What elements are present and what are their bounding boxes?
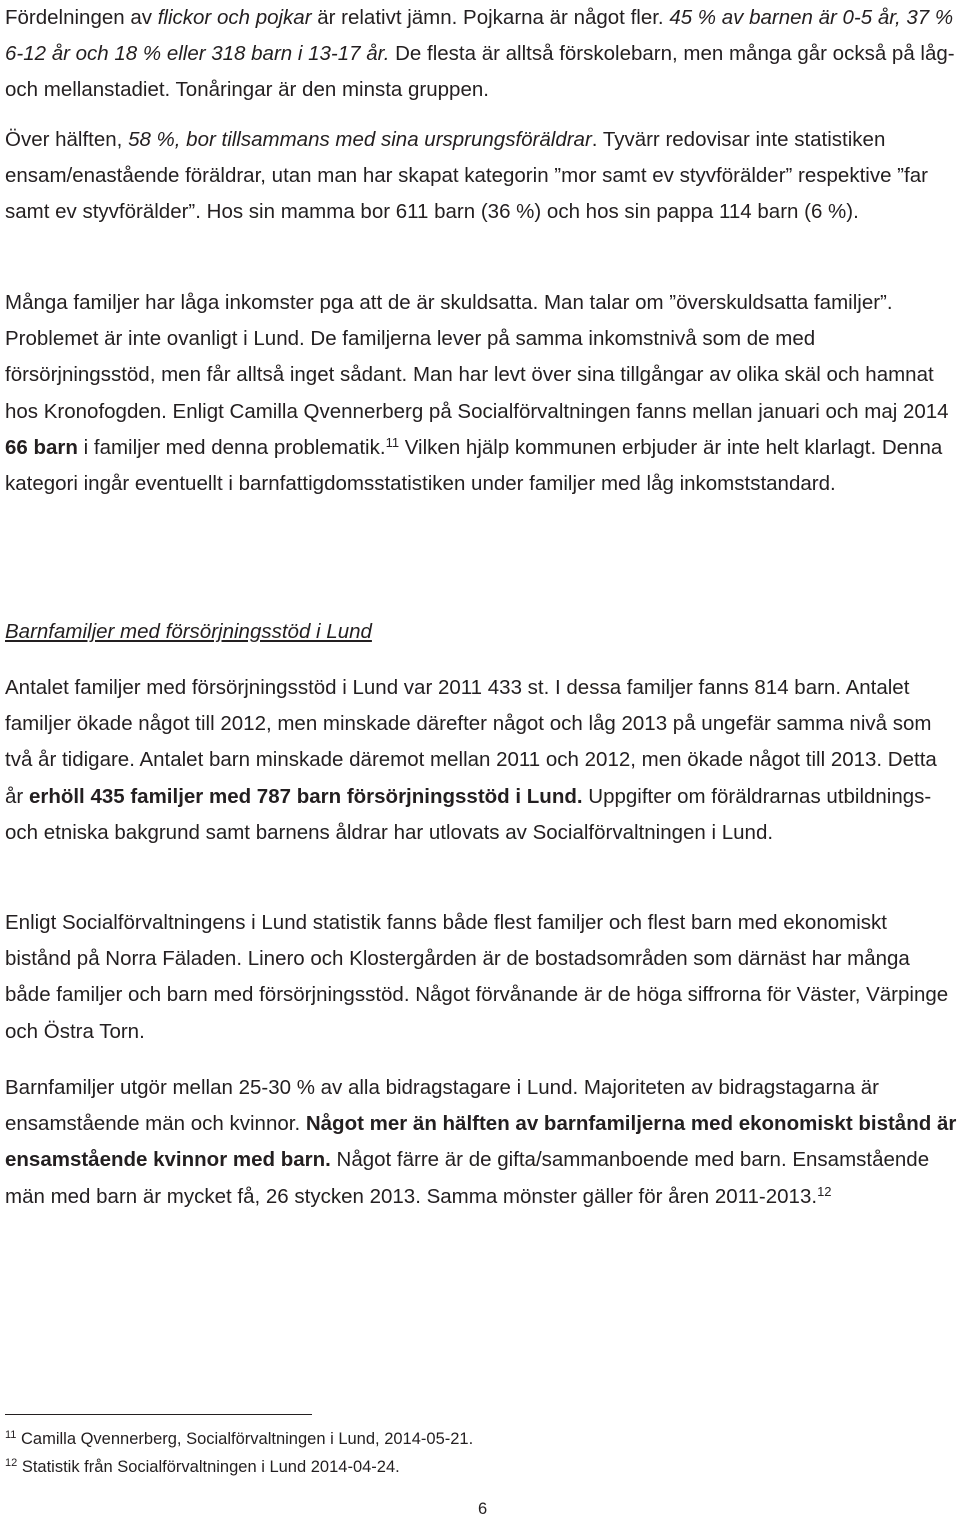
page-number: 6 — [478, 1500, 488, 1518]
paragraph-recipients: Barnfamiljer utgör mellan 25-30 % av alla bidragstagare i Lund. Majoriteten av bidragstagarna är ensamstående män och kvinnor. Något mer än hälften av barnfamiljerna med ekonomiskt bistånd är ensamstående kvinnor med barn. Något färre är de gifta/sammanboende med barn. Ensamstående män med barn är mycket få, 26 stycken 2013. Samma mönster gäller för åren 2011-2013.12 — [5, 1076, 957, 1208]
paragraph-living-situation: Över hälften, 58 %, bor tillsammans med sina ursprungsföräldrar. Tyvärr redovisar inte statistiken ensam/enastående föräldrar, utan man har skapat kategorin ”mor samt ev styvförälder” respektive ”far samt ev styvförälder”. Hos sin mamma bor 611 barn (36 %) och hos sin pappa 114 barn (6 %). — [5, 128, 928, 224]
footnote-number: 12 — [5, 1457, 18, 1469]
paragraph-overindebted-families: Många familjer har låga inkomster pga att de är skuldsatta. Man talar om ”överskuldsatta familjer”. Problemet är inte ovanligt i Lund. De familjerna lever på samma inkomstnivå som de med försörjningsstöd, men får alltså inget sådant. Man har levt över sina tillgångar av olika skäl och hamnat hos Kronofogden. Enligt Camilla Qvennerberg på Socialförvaltningen fanns mellan januari och maj 2014 66 barn i familjer med denna problematik.$^{11}$ Vilken hjälp kommunen erbjuder är inte helt klarlagt. Denna kategori ingår eventuellt i barnfattigdomsstatistiken under familjer med låg inkomststandard. — [5, 291, 949, 496]
section-heading: Barnfamiljer med försörjningsstöd i Lund — [5, 620, 372, 643]
emphasis-435-families: erhöll 435 familjer med 787 barn försörjningsstöd i Lund. — [28, 784, 583, 808]
footnote-text: Camilla Qvennerberg, Socialförvaltningen i Lund, 2014-05-21. — [16, 1430, 474, 1448]
emphasis-66-children: 66 barn — [5, 435, 78, 459]
footnote-12 — [5, 1453, 473, 1481]
footnote-ref-12[interactable]: 12 — [817, 1183, 832, 1199]
paragraph-families-with-support: Antalet familjer med försörjningsstöd i Lund var 2011 433 st. I dessa familjer fanns 814 barn. Antalet familjer ökade något till 2012, men minskade därefter något och låg 2013 på ungefär samma nivå som två år tidigare. Antalet barn minskade däremot mellan 2011 och 2012, men ökade något till 2013. Detta år erhöll 435 familjer med 787 barn försörjningsstöd i Lund. Uppgifter om föräldrarnas utbildnings- och etniska bakgrund samt barnens åldrar har utlovats av Socialförvaltningen i Lund. — [5, 676, 937, 844]
emphasis-age-groups: 45 % av barnen är 0-5 år, 37 % 6-12 år och 18 % eller 318 barn i 13-17 år. — [5, 6, 954, 65]
emphasis-original-parents: 58 %, bor tillsammans med sina ursprungsföräldrar — [128, 128, 592, 151]
footnote-11 — [5, 1425, 473, 1453]
paragraph-districts: Enligt Socialförvaltningens i Lund statistik fanns både flest familjer och flest barn med ekonomiskt bistånd på Norra Fäladen. Linero och Klostergården är de bostadsområden som därnäst har många både familjer och barn med försörjningsstöd. Något förvånande är de höga siffrorna för Väster, Värpinge och Östra Torn. — [5, 911, 949, 1043]
emphasis-girls-boys: flickor och pojkar — [157, 6, 312, 29]
footnote-text: Statistik från Socialförvaltningen i Lund 2014-04-24. — [17, 1458, 400, 1476]
footnote-number: 11 — [5, 1429, 17, 1441]
paragraph-age-distribution: Fördelningen av flickor och pojkar är relativt jämn. Pojkarna är något fler. 45 % av barnen är 0-5 år, 37 % 6-12 år och 18 % eller 318 barn i 13-17 år. De flesta är alltså förskolebarn, men många går också på låg- och mellanstadiet. Tonåringar är den minsta gruppen. — [5, 6, 955, 101]
footnote-separator — [5, 1414, 312, 1415]
emphasis-single-mothers: Något mer än hälften av barnfamiljerna med ekonomiskt bistånd är ensamstående kvinnor med barn. — [5, 1112, 957, 1172]
footnote-ref-11[interactable]: 11 — [385, 434, 400, 450]
footnotes — [5, 1425, 473, 1481]
